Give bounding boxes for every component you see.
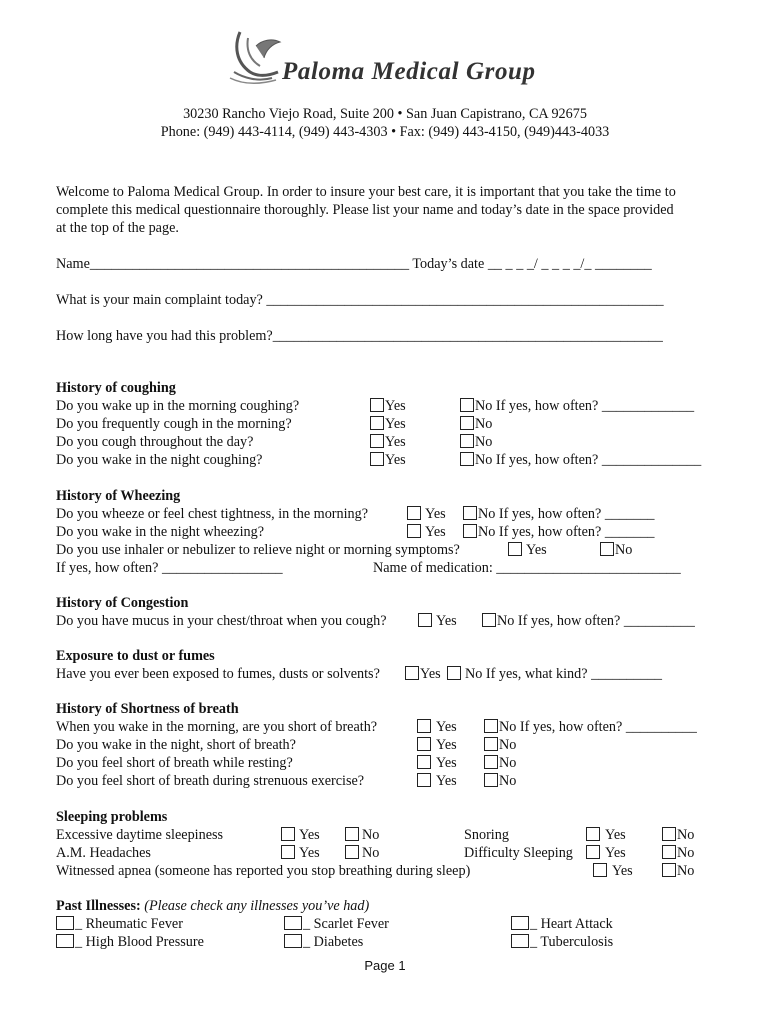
checkbox[interactable] <box>511 934 529 948</box>
difficulty-label: Difficulty Sleeping <box>464 845 573 861</box>
yes-label: Yes <box>385 452 406 468</box>
checkbox[interactable] <box>484 755 498 769</box>
past-illnesses-instruction: (Please check any illnesses you’ve had) <box>144 898 370 914</box>
illness-blood-pressure[interactable] <box>56 933 204 951</box>
illness-scarlet[interactable] <box>284 915 389 933</box>
illness-heart-attack[interactable] <box>511 915 613 933</box>
fumes-q1-yes[interactable] <box>405 665 441 683</box>
yes-label: Yes <box>436 773 457 789</box>
yes-label: Yes <box>436 755 457 771</box>
coughing-q2-no[interactable] <box>460 415 492 433</box>
yes-label: Yes <box>299 845 320 861</box>
no-label: No <box>499 773 517 789</box>
checkbox[interactable] <box>593 863 607 877</box>
checkbox[interactable] <box>370 416 384 430</box>
yes-label: Yes <box>425 524 446 540</box>
checkbox[interactable] <box>370 452 384 466</box>
checkbox[interactable] <box>417 719 431 733</box>
no-label: No <box>677 827 695 843</box>
no-label: No <box>475 416 493 432</box>
difficulty-no[interactable] <box>662 844 694 862</box>
yes-label: Yes <box>436 613 457 629</box>
illness-label: _ Diabetes <box>303 934 364 950</box>
snoring-no[interactable] <box>662 826 694 844</box>
medication-name[interactable]: Name of medication: __________________________ <box>373 560 681 576</box>
past-illnesses-heading <box>56 897 369 915</box>
snoring-yes[interactable] <box>586 826 626 844</box>
yes-label: Yes <box>612 863 633 879</box>
fumes-q1-no[interactable] <box>447 665 662 683</box>
no-label: No If yes, how often? __________ <box>497 613 695 629</box>
checkbox[interactable] <box>482 613 496 627</box>
wheezing-q3-yes[interactable] <box>508 541 547 559</box>
checkbox[interactable] <box>407 506 421 520</box>
checkbox[interactable] <box>370 398 384 412</box>
checkbox[interactable] <box>460 434 474 448</box>
wheezing-q3: Do you use inhaler or nebulizer to relieve night or morning symptoms? <box>56 542 460 558</box>
coughing-q4-yes[interactable] <box>370 451 406 469</box>
page-number: Page 1 <box>364 958 406 973</box>
coughing-q2-yes[interactable] <box>370 415 406 433</box>
breath-q3: Do you feel short of breath while resting? <box>56 755 293 771</box>
illness-label: _ High Blood Pressure <box>75 934 204 950</box>
wheezing-title: History of Wheezing <box>56 488 181 504</box>
breath-q3-no[interactable] <box>484 754 516 772</box>
no-label: No <box>475 434 493 450</box>
illness-label: _ Scarlet Fever <box>303 916 389 932</box>
wheezing-q3-no[interactable] <box>600 541 632 559</box>
difficulty-yes[interactable] <box>586 844 626 862</box>
checkbox[interactable] <box>463 506 477 520</box>
checkbox[interactable] <box>484 737 498 751</box>
coughing-q3-no[interactable] <box>460 433 492 451</box>
wheezing-q1: Do you wheeze or feel chest tightness, in the morning? <box>56 506 369 522</box>
breath-q2: Do you wake in the night, short of breath? <box>56 737 296 753</box>
dove-logo-icon <box>228 28 288 86</box>
breath-q4-no[interactable] <box>484 772 516 790</box>
wheezing-how-often[interactable]: If yes, how often? _________________ <box>56 560 283 576</box>
headaches-no[interactable] <box>345 844 379 862</box>
intro-line-1: Welcome to Paloma Medical Group. In order to insure your best care, it is important that you take the time to <box>56 184 676 200</box>
wheezing-q1-yes[interactable] <box>407 505 446 523</box>
checkbox[interactable] <box>284 916 302 930</box>
sleep-q1: Excessive daytime sleepiness <box>56 827 224 843</box>
breath-q4: Do you feel short of breath during strenuous exercise? <box>56 773 365 789</box>
sleep-title: Sleeping problems <box>56 809 168 825</box>
phone-numbers: Phone: (949) 443-4114, (949) 443-4303 • Fax: (949) 443-4150, (949)443-4033 <box>160 124 610 140</box>
coughing-q3-yes[interactable] <box>370 433 406 451</box>
illness-label: _ Rheumatic Fever <box>75 916 183 932</box>
checkbox[interactable] <box>281 827 295 841</box>
fumes-q1: Have you ever been exposed to fumes, dusts or solvents? <box>56 666 380 682</box>
no-label: No If yes, how often? ______________ <box>475 452 702 468</box>
checkbox[interactable] <box>370 434 384 448</box>
coughing-q4-no[interactable] <box>460 451 701 469</box>
coughing-q1-yes[interactable] <box>370 397 406 415</box>
checkbox[interactable] <box>56 916 74 930</box>
no-label: No <box>615 542 633 558</box>
checkbox[interactable] <box>345 845 359 859</box>
coughing-q1-no[interactable] <box>460 397 694 415</box>
headaches-yes[interactable] <box>281 844 320 862</box>
checkbox[interactable] <box>463 524 477 538</box>
breath-q1-yes[interactable] <box>417 718 457 736</box>
yes-label: Yes <box>605 845 626 861</box>
breath-title: History of Shortness of breath <box>56 701 239 717</box>
checkbox[interactable] <box>345 827 359 841</box>
breath-q1-no[interactable] <box>484 718 697 736</box>
checkbox[interactable] <box>460 416 474 430</box>
illness-tuberculosis[interactable] <box>511 933 613 951</box>
checkbox[interactable] <box>586 827 600 841</box>
no-label: No If yes, what kind? __________ <box>465 666 663 682</box>
yes-label: Yes <box>385 434 406 450</box>
yes-label: Yes <box>526 542 547 558</box>
checkbox[interactable] <box>281 845 295 859</box>
wheezing-q2-no[interactable] <box>463 523 655 541</box>
sleepiness-yes[interactable] <box>281 826 320 844</box>
breath-q2-yes[interactable] <box>417 736 457 754</box>
yes-label: Yes <box>385 398 406 414</box>
checkbox[interactable] <box>586 845 600 859</box>
breath-q4-yes[interactable] <box>417 772 457 790</box>
checkbox[interactable] <box>662 827 676 841</box>
congestion-q1-yes[interactable] <box>418 612 457 630</box>
checkbox[interactable] <box>460 452 474 466</box>
no-label: No <box>677 863 695 879</box>
coughing-q2: Do you frequently cough in the morning? <box>56 416 292 432</box>
yes-label: Yes <box>436 719 457 735</box>
checkbox[interactable] <box>407 524 421 538</box>
sleep-q2: A.M. Headaches <box>56 845 151 861</box>
congestion-q1: Do you have mucus in your chest/throat when you cough? <box>56 613 387 629</box>
illness-rheumatic[interactable] <box>56 915 183 933</box>
checkbox[interactable] <box>508 542 522 556</box>
apnea-yes[interactable] <box>593 862 633 880</box>
checkbox[interactable] <box>417 755 431 769</box>
no-label: No <box>499 755 517 771</box>
coughing-title: History of coughing <box>56 380 176 396</box>
intro-line-3: at the top of the page. <box>56 220 179 236</box>
fumes-title: Exposure to dust or fumes <box>56 648 215 664</box>
no-label: No <box>362 845 380 861</box>
main-complaint-field[interactable]: What is your main complaint today? ________________________________________________________ <box>56 292 664 308</box>
no-label: No If yes, how often? __________ <box>499 719 697 735</box>
no-label: No If yes, how often? _______ <box>478 506 655 522</box>
coughing-q1: Do you wake up in the morning coughing? <box>56 398 300 414</box>
no-label: No <box>362 827 380 843</box>
intro-line-2: complete this medical questionnaire thoroughly. Please list your name and today’s date in the space provided <box>56 202 674 218</box>
checkbox[interactable] <box>484 719 498 733</box>
congestion-title: History of Congestion <box>56 595 189 611</box>
checkbox[interactable] <box>460 398 474 412</box>
name-date-field[interactable]: Name_____________________________________________ Today’s date __ _ _ _/ _ _ _ _/_ ________ <box>56 256 652 272</box>
coughing-q4: Do you wake in the night coughing? <box>56 452 263 468</box>
checkbox[interactable] <box>56 934 74 948</box>
yes-label: Yes <box>436 737 457 753</box>
checkbox[interactable] <box>418 613 432 627</box>
problem-duration-field[interactable]: How long have you had this problem?_______________________________________________________ <box>56 328 663 344</box>
breath-q2-no[interactable] <box>484 736 516 754</box>
breath-q1: When you wake in the morning, are you short of breath? <box>56 719 378 735</box>
sleep-q3: Witnessed apnea (someone has reported you stop breathing during sleep) <box>56 863 471 879</box>
breath-q3-yes[interactable] <box>417 754 457 772</box>
no-label: No <box>499 737 517 753</box>
apnea-no[interactable] <box>662 862 694 880</box>
address: 30230 Rancho Viejo Road, Suite 200 • San Juan Capistrano, CA 92675 <box>183 106 587 122</box>
checkbox[interactable] <box>284 934 302 948</box>
checkbox[interactable] <box>405 666 419 680</box>
snoring-label: Snoring <box>464 827 509 843</box>
illness-diabetes[interactable] <box>284 933 363 951</box>
yes-label: Yes <box>420 666 441 682</box>
past-illnesses-title: Past Illnesses: <box>56 898 141 914</box>
checkbox[interactable] <box>662 863 676 877</box>
yes-label: Yes <box>385 416 406 432</box>
wheezing-q1-no[interactable] <box>463 505 655 523</box>
checkbox[interactable] <box>662 845 676 859</box>
checkbox[interactable] <box>600 542 614 556</box>
org-name: Paloma Medical Group <box>282 58 536 85</box>
congestion-q1-no[interactable] <box>482 612 695 630</box>
illness-label: _ Heart Attack <box>530 916 613 932</box>
no-label: No If yes, how often? _______ <box>478 524 655 540</box>
coughing-q3: Do you cough throughout the day? <box>56 434 254 450</box>
sleepiness-no[interactable] <box>345 826 379 844</box>
yes-label: Yes <box>605 827 626 843</box>
wheezing-q2-yes[interactable] <box>407 523 446 541</box>
no-label: No <box>677 845 695 861</box>
no-label: No If yes, how often? _____________ <box>475 398 695 414</box>
checkbox[interactable] <box>417 773 431 787</box>
yes-label: Yes <box>425 506 446 522</box>
checkbox[interactable] <box>417 737 431 751</box>
checkbox[interactable] <box>484 773 498 787</box>
checkbox[interactable] <box>447 666 461 680</box>
illness-label: _ Tuberculosis <box>530 934 614 950</box>
checkbox[interactable] <box>511 916 529 930</box>
wheezing-q2: Do you wake in the night wheezing? <box>56 524 265 540</box>
yes-label: Yes <box>299 827 320 843</box>
